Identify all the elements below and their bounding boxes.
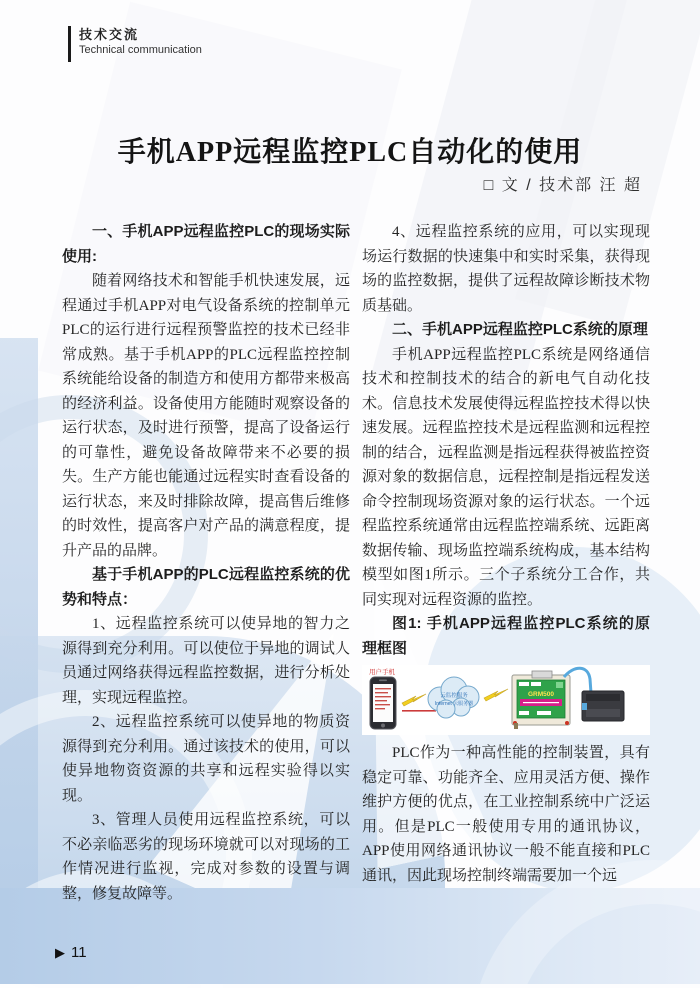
paragraph-item-4: 4、远程监控系统的应用，可以实现现场运行数据的快速集中和实时采集，获得现场的监控数据，提供了远程故障诊断技术物质基础。 (362, 224, 650, 314)
heading-advantages: 基于手机APP的PLC远程监控系统的优势和特点： (62, 566, 350, 608)
plc-module (582, 691, 624, 721)
paragraph: 随着网络技术和智能手机快速发展，远程通过手机APP对电气设备系统的控制单元PLC的运行进行远程预警监控的技术已经非常成熟。基于手机APP的PLC远程监控控制系统能给设备的制造方和使用方都带来极高的经济利益。设备使用方能随时观察设备的运行状态，及时进行预警，提高了设备运行的可靠性，避免设备故障带来不必要的损失。生产方能也能通过远程实时查看设备的运行状态，来及时排除故障，提高售后维修的时效性，提高客户对产品的满意程度，提升产品的品牌。 (62, 273, 350, 559)
section-title-en: Technical communication (79, 44, 202, 56)
cloud-label-line2: Internet 云服务器 (434, 701, 474, 707)
paragraph-item-3: 3、管理人员使用远程监控系统，可以不必亲临恶劣的现场环境就可以对现场的工作情况进行监视，完成对参数的设置与调整，修复故障等。 (62, 812, 350, 902)
page-footer (55, 944, 87, 961)
smartphone-icon (370, 677, 396, 729)
paragraph-item-1: 1、远程监控系统可以使异地的智力之源得到充分利用。可以使位于异地的调试人员通过网络获得远程监控数据，进行分析处理，实现远程监控。 (62, 616, 350, 706)
paragraph: PLC作为一种高性能的控制装置，具有稳定可靠、功能齐全、应用灵活方便、操作维护方便的优点，在工业控制系统中广泛运用。但是PLC一般使用专用的通讯协议，APP使用网络通讯协议一般不能直接和PLC通讯，因此现场控制终端需要加一个远 (362, 745, 650, 884)
article-byline: □ 文 / 技术部 汪 超 (483, 177, 642, 194)
figure-caption: 图1: 手机APP远程监控PLC系统的原理框图 (362, 615, 650, 657)
column-right (362, 220, 650, 906)
grm500-board (512, 671, 570, 729)
header-rule (68, 26, 71, 62)
column-left (62, 220, 350, 906)
page-number: 11 (71, 944, 87, 961)
paragraph: 手机APP远程监控PLC系统是网络通信技术和控制技术的结合的新电气自动化技术。信息技术发展使得远程监控技术得以快速发展。远程监控技术是远程监测和远程控制的结合，远程监测是指远程获得被监控资源对象的数据信息，远程控制是指远程发送命令控制现场资源对象的运行状态。一个远程监控系统通常由远程监控端系统、远距离数据传输、现场监控端系统构成，基本结构模型如图1所示。三个子系统分工合作，共同实现对远程资源的监控。 (362, 346, 650, 608)
heading-section-1: 一、手机APP远程监控PLC的现场实际使用: (62, 223, 350, 265)
tiny-red-caption (402, 710, 436, 712)
page-marker-icon: ▶ (55, 944, 65, 960)
cloud-label-line1: 云监控服务 (440, 693, 468, 699)
phone-label: 用户手机 (369, 669, 395, 676)
article-title: 手机APP远程监控PLC自动化的使用 (117, 137, 583, 168)
figure-1-diagram (362, 665, 650, 735)
board-label: GRM500 (527, 691, 555, 698)
section-header (68, 26, 202, 62)
heading-section-2: 二、手机APP远程监控PLC系统的原理 (392, 321, 648, 338)
section-title-cn: 技术交流 (79, 27, 140, 42)
article-body (62, 220, 650, 906)
paragraph-item-2: 2、远程监控系统可以使异地的物质资源得到充分利用。通过该技术的使用，可以使异地物资资源的共享和远程实验得以实现。 (62, 714, 350, 804)
